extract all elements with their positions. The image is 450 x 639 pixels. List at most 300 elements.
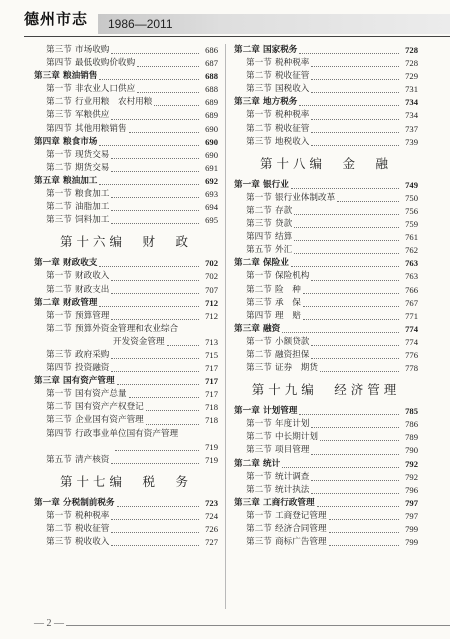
dot-leader: [311, 66, 399, 67]
dot-leader: [111, 119, 199, 120]
section-number: 第一节: [246, 510, 272, 521]
dot-leader: [299, 53, 399, 54]
part-heading: 第十九编 经济管理: [251, 382, 401, 398]
toc-section-entry[interactable]: [34, 44, 218, 57]
toc-section-entry[interactable]: [234, 418, 418, 431]
dot-leader: [337, 201, 399, 202]
dot-leader: [311, 132, 399, 133]
section-number: 第四节: [46, 428, 72, 439]
toc-section-entry[interactable]: [34, 284, 218, 297]
entry-title: 财政收入: [75, 271, 110, 282]
toc-section-entry[interactable]: [34, 362, 218, 375]
entry-title: 行业用粮 农村用粮: [75, 97, 153, 108]
chapter-number: 第二章: [234, 45, 260, 55]
page-ref: 785: [405, 406, 418, 417]
toc-section-entry[interactable]: [234, 284, 418, 297]
toc-section-entry[interactable]: [234, 57, 418, 70]
entry-title: 分税制前税务: [63, 497, 115, 508]
page-ref: 712: [205, 297, 218, 308]
page-ref: 750: [405, 192, 418, 203]
page-ref: 763: [405, 271, 418, 282]
entry-title: 国税收入: [275, 84, 310, 95]
page-ref: 761: [405, 232, 418, 243]
page-ref: 731: [405, 84, 418, 95]
dot-leader: [311, 79, 399, 80]
section-number: 第一节: [246, 271, 272, 282]
year-range: 1986—2011: [108, 17, 173, 31]
dot-leader: [111, 463, 199, 464]
dot-leader: [111, 358, 199, 359]
toc-section-entry[interactable]: [234, 109, 418, 122]
entry-title: 其他用粮销售: [75, 123, 127, 134]
section-number: 第三节: [46, 215, 72, 226]
page-ref: 778: [405, 363, 418, 374]
section-number: 第二节: [246, 432, 272, 443]
page-ref: 688: [205, 84, 218, 95]
section-number: 第二节: [46, 284, 72, 295]
toc-chapter-entry[interactable]: [34, 70, 218, 83]
toc-section-entry[interactable]: [234, 510, 418, 523]
part-heading: 第十七编 税 务: [59, 473, 192, 489]
dot-leader: [311, 345, 399, 346]
entry-title: 证券 期货: [275, 363, 318, 374]
page-ref: 767: [405, 297, 418, 308]
dot-leader: [311, 493, 399, 494]
section-number: 第一节: [46, 149, 72, 160]
entry-title: 贷款: [275, 219, 293, 230]
dot-leader: [329, 519, 399, 520]
toc-section-entry[interactable]: [234, 192, 418, 205]
dot-leader: [111, 158, 199, 159]
toc-section-entry[interactable]: [234, 523, 418, 536]
section-number: 第三节: [246, 297, 272, 308]
dot-leader: [111, 53, 199, 54]
entry-title: 市场收购: [75, 45, 110, 55]
chapter-number: 第五章: [34, 175, 60, 186]
toc-section-entry[interactable]: [234, 484, 418, 497]
toc-section-entry[interactable]: [34, 401, 218, 414]
dot-leader: [317, 506, 399, 507]
entry-title: 最低收购价收购: [75, 58, 136, 69]
toc-section-entry[interactable]: [34, 149, 218, 162]
entry-title: 开发资金管理: [113, 336, 165, 347]
toc-section-entry[interactable]: [234, 536, 418, 549]
dot-leader: [111, 519, 199, 520]
chapter-number: 第三章: [234, 97, 260, 108]
entry-title: 融资担保: [275, 349, 310, 360]
toc-section-entry[interactable]: [234, 336, 418, 349]
page-ref: 739: [405, 136, 418, 147]
section-number: 第二节: [46, 524, 72, 534]
entry-title: 粮食加工: [75, 189, 110, 200]
dot-leader: [303, 306, 399, 307]
toc-section-entry[interactable]: [34, 536, 218, 549]
page-header: [0, 0, 450, 40]
part-heading: 第十六编 财 政: [59, 234, 192, 250]
section-number: 第一节: [246, 471, 272, 482]
dot-leader: [146, 410, 199, 411]
dot-leader: [111, 280, 199, 281]
section-number: 第二节: [46, 97, 72, 108]
toc-section-entry[interactable]: [34, 323, 218, 336]
section-number: 第三节: [246, 136, 272, 147]
entry-title: 中长期计划: [275, 432, 318, 443]
entry-title: 地税收入: [275, 136, 310, 147]
toc-section-entry[interactable]: [34, 414, 218, 427]
page-ref: 737: [405, 123, 418, 134]
page-ref: 776: [405, 349, 418, 360]
section-number: 第三节: [46, 45, 72, 55]
page-ref: 695: [205, 215, 218, 226]
toc-chapter-entry[interactable]: [234, 497, 418, 510]
dot-leader: [99, 79, 199, 80]
entry-title: 融资: [263, 323, 281, 334]
toc-chapter-entry[interactable]: [34, 375, 218, 388]
dot-leader: [111, 319, 199, 320]
toc-section-entry[interactable]: [234, 310, 418, 323]
chapter-number: 第三章: [234, 497, 260, 508]
section-number: 第四节: [246, 232, 272, 243]
toc-chapter-entry[interactable]: [234, 257, 418, 270]
dot-leader: [291, 188, 399, 189]
page-ref: 692: [205, 175, 218, 186]
section-number: 第三节: [246, 363, 272, 374]
entry-title: 统计执法: [275, 484, 310, 495]
toc-section-entry[interactable]: [234, 70, 418, 83]
page-ref: 694: [205, 202, 218, 213]
page-ref: 727: [205, 537, 218, 548]
entry-title: 投资融资: [75, 363, 110, 374]
chapter-number: 第一章: [234, 179, 260, 190]
entry-title: 理 赔: [275, 310, 301, 321]
toc-section-entry[interactable]: [34, 510, 218, 523]
dot-leader: [111, 293, 199, 294]
section-number: 第二节: [246, 484, 272, 495]
dot-leader: [294, 227, 399, 228]
dot-leader: [115, 450, 199, 451]
section-number: 第三节: [246, 84, 272, 95]
entry-title: 税种税率: [75, 510, 110, 521]
entry-title: 商标广告管理: [275, 537, 327, 548]
entry-title: 工商登记管理: [275, 510, 327, 521]
chapter-number: 第二章: [34, 297, 60, 308]
page-ref: 723: [205, 497, 218, 508]
column-divider: [225, 44, 226, 609]
toc-section-entry[interactable]: [34, 57, 218, 70]
page-ref: 790: [405, 445, 418, 456]
page-ref: 799: [405, 537, 418, 548]
toc-section-entry[interactable]: [34, 96, 218, 109]
entry-title: 年度计划: [275, 419, 310, 430]
chapter-number: 第三章: [34, 376, 60, 387]
toc-chapter-entry[interactable]: [34, 136, 218, 149]
page-ref: 771: [405, 310, 418, 321]
page-number: — 2 —: [34, 618, 64, 629]
toc-section-entry[interactable]: [34, 162, 218, 175]
section-number: 第四节: [46, 58, 72, 69]
toc-section-entry[interactable]: [234, 270, 418, 283]
page-ref: 690: [205, 136, 218, 147]
part-heading: 第十八编 金 融: [259, 155, 392, 171]
toc-section-entry[interactable]: [34, 188, 218, 201]
entry-title: 计划管理: [263, 406, 298, 417]
dot-leader: [311, 92, 399, 93]
dot-leader: [311, 454, 399, 455]
page-ref: 719: [205, 454, 218, 465]
toc-section-entry[interactable]: [234, 83, 418, 96]
page-ref: 715: [205, 349, 218, 360]
entry-title: 地方税务: [263, 97, 298, 108]
toc-chapter-entry[interactable]: [234, 458, 418, 471]
section-number: 第二节: [246, 284, 272, 295]
toc-chapter-entry[interactable]: [234, 323, 418, 336]
entry-title: 税种税率: [275, 58, 310, 69]
toc-section-entry[interactable]: [34, 388, 218, 401]
toc-chapter-entry[interactable]: [234, 179, 418, 192]
toc-chapter-entry[interactable]: [34, 297, 218, 310]
toc-section-entry[interactable]: [34, 428, 218, 441]
page-ref: 749: [405, 179, 418, 190]
entry-title: 非农业人口供应: [75, 84, 136, 95]
toc-section-entry[interactable]: [234, 349, 418, 362]
section-number: 第一节: [246, 58, 272, 69]
section-number: 第一节: [46, 84, 72, 95]
entry-title: 存款: [275, 205, 293, 216]
dot-leader: [320, 440, 399, 441]
toc-section-entry[interactable]: [234, 362, 418, 375]
page-ref: 792: [405, 458, 418, 469]
toc-section-entry[interactable]: [234, 244, 418, 257]
page-ref: 690: [205, 149, 218, 160]
toc-section-entry[interactable]: [234, 136, 418, 149]
toc-section-entry[interactable]: [234, 218, 418, 231]
entry-title: 银行业: [263, 179, 289, 190]
entry-title: 预算外资金管理和农业综合: [75, 323, 179, 334]
section-number: 第二节: [46, 202, 72, 213]
page-ref: 686: [205, 45, 218, 55]
section-number: 第一节: [246, 419, 272, 430]
toc-continuation-line[interactable]: [34, 336, 218, 349]
dot-leader: [294, 240, 399, 241]
toc-chapter-entry[interactable]: [34, 175, 218, 188]
dot-leader: [294, 253, 399, 254]
dot-leader: [311, 427, 399, 428]
section-number: 第五节: [46, 454, 72, 465]
entry-title: 保险机构: [275, 271, 310, 282]
dot-leader: [303, 293, 399, 294]
toc-section-entry[interactable]: [34, 83, 218, 96]
dot-leader: [99, 145, 199, 146]
entry-title: 税收收入: [75, 537, 110, 548]
toc-section-entry[interactable]: [234, 123, 418, 136]
entry-title: 期货交易: [75, 162, 110, 173]
toc-section-entry[interactable]: [34, 523, 218, 536]
entry-title: 统计: [263, 458, 281, 469]
dot-leader: [111, 545, 199, 546]
entry-title: 税收征管: [275, 123, 310, 134]
page-ref: 797: [405, 497, 418, 508]
entry-title: 粮油销售: [63, 71, 98, 82]
section-number: 第二节: [246, 524, 272, 534]
toc-section-entry[interactable]: [34, 201, 218, 214]
toc-section-entry[interactable]: [34, 270, 218, 283]
toc-section-entry[interactable]: [34, 123, 218, 136]
dot-leader: [282, 332, 399, 333]
page-footer: [0, 612, 450, 639]
entry-title: 政府采购: [75, 349, 110, 360]
page-ref: 693: [205, 189, 218, 200]
section-number: 第三节: [46, 110, 72, 121]
dot-leader: [111, 371, 199, 372]
page-ref: 792: [405, 471, 418, 482]
entry-title: 税收征管: [275, 71, 310, 82]
toc-section-entry[interactable]: [34, 310, 218, 323]
chapter-number: 第三章: [34, 71, 60, 82]
toc-right-column: [234, 44, 418, 549]
section-number: 第二节: [246, 123, 272, 134]
page-ref: 756: [405, 205, 418, 216]
entry-title: 粮食市场: [63, 136, 98, 147]
entry-title: 油脂加工: [75, 202, 110, 213]
section-number: 第三节: [246, 219, 272, 230]
section-number: 第三节: [46, 349, 72, 360]
dot-leader: [111, 210, 199, 211]
toc-left-column: [34, 44, 218, 549]
toc-section-entry[interactable]: [234, 431, 418, 444]
dot-leader: [320, 371, 399, 372]
dot-leader: [111, 171, 199, 172]
dot-leader: [294, 214, 399, 215]
page-ref: 707: [205, 284, 218, 295]
dot-leader: [137, 66, 199, 67]
section-number: 第三节: [46, 537, 72, 548]
entry-title: 项目管理: [275, 445, 310, 456]
page-ref: 702: [205, 271, 218, 282]
entry-title: 军粮供应: [75, 110, 110, 121]
book-title: 德州市志: [24, 10, 89, 28]
page-ref: 689: [205, 110, 218, 121]
section-number: 第四节: [246, 310, 272, 321]
entry-title: 结算: [275, 232, 293, 243]
section-number: 第四节: [46, 123, 72, 134]
page-ref: 713: [205, 336, 218, 347]
toc-chapter-entry[interactable]: [234, 44, 418, 57]
dot-leader: [311, 480, 399, 481]
page-ref: 762: [405, 245, 418, 256]
page-ref: 728: [405, 58, 418, 69]
toc-section-entry[interactable]: [234, 231, 418, 244]
entry-title: 国有资产总量: [75, 389, 127, 400]
dot-leader: [117, 384, 199, 385]
dot-leader: [117, 506, 199, 507]
section-number: 第一节: [46, 271, 72, 282]
chapter-number: 第一章: [34, 497, 60, 508]
dot-leader: [99, 306, 199, 307]
toc-section-entry[interactable]: [234, 205, 418, 218]
page-ref: 688: [205, 71, 218, 82]
toc-chapter-entry[interactable]: [234, 96, 418, 109]
chapter-number: 第一章: [234, 406, 260, 417]
section-number: 第五节: [246, 245, 272, 256]
toc-chapter-entry[interactable]: [34, 497, 218, 510]
page-ref: 789: [405, 432, 418, 443]
dot-leader: [311, 358, 399, 359]
page-ref: 712: [205, 310, 218, 321]
dot-leader: [329, 545, 399, 546]
page-ref: 690: [205, 123, 218, 134]
dot-leader: [111, 532, 199, 533]
section-number: 第二节: [246, 205, 272, 216]
page-ref: 719: [205, 441, 218, 452]
entry-title: 国有资产产权登记: [75, 402, 144, 413]
entry-title: 财政管理: [63, 297, 98, 308]
section-number: 第一节: [46, 510, 72, 521]
entry-title: 财政收支: [63, 258, 98, 269]
section-number: 第三节: [46, 415, 72, 426]
toc-section-entry[interactable]: [34, 454, 218, 467]
page-ref: 759: [405, 219, 418, 230]
entry-title: 承 保: [275, 297, 301, 308]
dot-leader: [129, 397, 199, 398]
toc-continuation-line[interactable]: [34, 441, 218, 454]
toc-chapter-entry[interactable]: [34, 257, 218, 270]
chapter-number: 第二章: [234, 258, 260, 269]
chapter-number: 第一章: [34, 258, 60, 269]
page-ref: 797: [405, 510, 418, 521]
toc-section-entry[interactable]: [234, 444, 418, 457]
entry-title: 国家税务: [263, 45, 298, 55]
entry-title: 险 种: [275, 284, 301, 295]
toc-section-entry[interactable]: [34, 214, 218, 227]
toc-section-entry[interactable]: [34, 349, 218, 362]
page-ref: 734: [405, 97, 418, 108]
dot-leader: [299, 105, 399, 106]
dot-leader: [282, 467, 399, 468]
section-number: 第二节: [46, 323, 72, 334]
dot-leader: [329, 532, 399, 533]
page-ref: 717: [205, 363, 218, 374]
dot-leader: [167, 345, 199, 346]
toc-section-entry[interactable]: [234, 297, 418, 310]
page-ref: 729: [405, 71, 418, 82]
toc-chapter-entry[interactable]: [234, 405, 418, 418]
entry-title: 统计调查: [275, 471, 310, 482]
section-number: 第一节: [46, 389, 72, 400]
dot-leader: [291, 266, 399, 267]
page-ref: 734: [405, 110, 418, 121]
entry-title: 税收征管: [75, 524, 110, 534]
page-ref: 724: [205, 510, 218, 521]
entry-title: 保险业: [263, 258, 289, 269]
page-ref: 766: [405, 284, 418, 295]
dot-leader: [299, 414, 399, 415]
dot-leader: [311, 280, 399, 281]
chapter-number: 第三章: [234, 323, 260, 334]
dot-leader: [303, 319, 399, 320]
page-ref: 774: [405, 336, 418, 347]
toc-section-entry[interactable]: [234, 471, 418, 484]
page-ref: 687: [205, 58, 218, 69]
page-ref: 726: [205, 524, 218, 534]
page-ref: 718: [205, 415, 218, 426]
toc-section-entry[interactable]: [34, 109, 218, 122]
dot-leader: [154, 105, 199, 106]
section-number: 第一节: [246, 110, 272, 121]
entry-title: 清产核资: [75, 454, 110, 465]
entry-title: 财政支出: [75, 284, 110, 295]
page-ref: 689: [205, 97, 218, 108]
section-number: 第二节: [46, 162, 72, 173]
